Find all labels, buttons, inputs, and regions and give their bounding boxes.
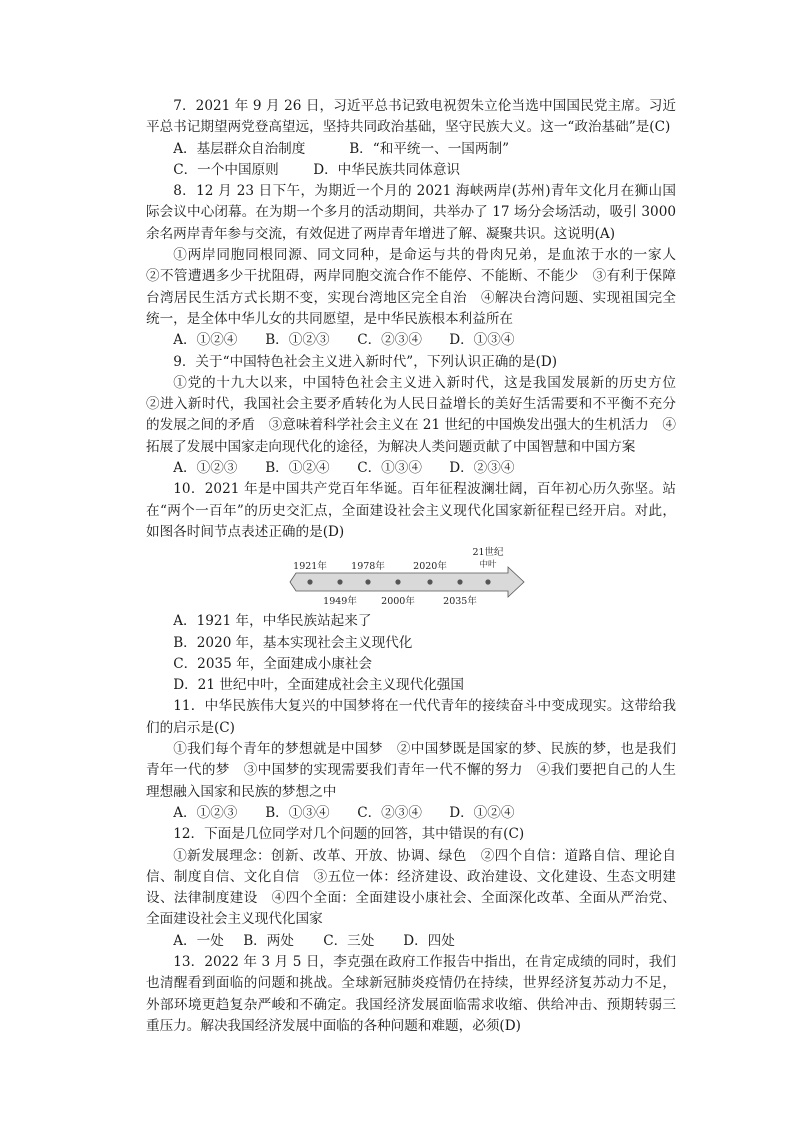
q11-option-b: B．①③④ [265,804,330,821]
q10-option-d: D．21 世纪中叶，全面建成社会主义现代化强国 [173,677,464,694]
q11-option-c: C．②③④ [357,804,422,821]
question-7-stem: 7．2021 年 9 月 26 日，习近平总书记致电祝贺朱立伦当选中国国民党主席。习近平总书记期望两党登高望远，坚持共同政治基础，坚守民族大义。这一“政治基础”是(C) [146,98,676,136]
timeline-label-2035: 2035年 [443,596,477,608]
question-8-stem: 8．12 月 23 日下午，为期近一个月的 2021 海峡两岸(苏州)青年文化月在狮山国际会议中心闭幕。在为期一个多月的活动期间，共举办了 17 场分会场活动，吸引 3000 余名两岸青年参与交流，有效促进了两岸青年增进了解、凝聚共识。这说明(A) [146,183,676,242]
timeline-dot-1978 [365,580,370,585]
timeline-dot-1949 [337,580,342,585]
q10-option-b: B．2020 年，基本实现社会主义现代化 [173,634,413,651]
timeline-dot-mid-century [485,580,490,585]
q9-option-b: B．①②④ [265,460,330,477]
exam-page [146,96,690,1037]
timeline-figure [146,545,676,608]
question-12-options [146,931,676,952]
question-10-stem: 10．2021 年是中国共产党百年华诞。百年征程波澜壮阔，百年初心历久弥坚。站在“两个一百年”的历史交汇点，全面建设社会主义现代化国家新征程已经开启。对此，如图各时间节点表述正确的是(D) [146,481,676,540]
timeline-label-1978: 1978年 [351,561,385,573]
question-12-stem: 12．下面是几位同学对几个问题的回答，其中错误的有(C) [173,826,525,843]
timeline-dot-2035 [457,580,462,585]
question-7-options-cd [146,160,676,181]
question-11-items: ①我们每个青年的梦想就是中国梦 ②中国梦既是国家的梦、民族的梦，也是我们青年一代的梦 ③中国梦的实现需要我们青年一代不懈的努力 ④我们要把自己的人生理想融入国家和民族的梦想之中 [146,741,676,800]
q8-option-a: A．①②④ [173,332,238,349]
timeline-arrow [288,545,528,608]
q12-option-d: D．四处 [403,932,455,949]
timeline-label-21st-century: 21世纪 [472,547,504,559]
q9-option-c: C．①③④ [357,460,422,477]
question-9-items: ①党的十九大以来，中国特色社会主义进入新时代，这是我国发展新的历史方位 ②进入新时代，我国社会主要矛盾转化为人民日益增长的美好生活需要和不平衡不充分的发展之间的矛盾 ③意味着科学社会主义在 21 世纪的中国焕发出强大的生机活力 ④拓展了发展中国家走向现代化的途径，为解决人类问题贡献了中国智慧和中国方案 [146,374,690,455]
q7-option-b: B．“和平统一、一国两制” [349,140,510,157]
q12-option-a: A．一处 [173,932,224,949]
q9-option-a: A．①②③ [173,460,238,477]
timeline-label-2000: 2000年 [381,596,415,608]
q7-option-c: C．一个中国原则 [173,161,279,178]
question-11-options [146,803,676,824]
q8-option-b: B．①②③ [265,332,330,349]
question-8-items: ①两岸同胞同根同源、同文同种，是命运与共的骨肉兄弟，是血浓于水的一家人 ②不管遭遇多少干扰阻碍，两岸同胞交流合作不能停、不能断、不能少 ③有利于保障台湾居民生活方式长期不变，实现台湾地区完全自治 ④解决台湾问题、实现祖国完全统一，是全体中华儿女的共同愿望，是中华民族根本利益所在 [146,247,690,327]
q12-option-c: C．三处 [323,932,375,949]
q10-option-a: A．1921 年，中华民族站起来了 [173,613,372,630]
timeline-dot-2020 [427,580,432,585]
question-7-options-ab [146,139,676,160]
question-8-options [146,330,676,351]
q8-option-c: C．②③④ [357,332,422,349]
q10-option-c: C．2035 年，全面建成小康社会 [173,655,373,672]
question-11-stem: 11．中华民族伟大复兴的中国梦将在一代代青年的接续奋斗中变成现实。这带给我们的启示是(C) [146,698,676,736]
timeline-label-mid: 中叶 [479,560,497,571]
timeline-dot-2000 [395,580,400,585]
q7-option-d: D．中华民族共同体意识 [313,161,461,178]
q12-option-b: B．两处 [243,932,294,949]
question-9-options [146,458,676,479]
q11-option-d: D．①②④ [449,804,515,821]
question-9-stem: 9．关于“中国特色社会主义进入新时代”，下列认识正确的是(D) [173,353,558,370]
q9-option-d: D．②③④ [449,460,515,477]
question-12-items: ①新发展理念：创新、改革、开放、协调、绿色 ②四个自信：道路自信、理论自信、制度自信、文化自信 ③五位一体：经济建设、政治建设、文化建设、生态文明建设、法律制度建设 ④四个全面：全面建设小康社会、全面深化改革、全面从严治党、全面建设社会主义现代化国家 [146,847,676,928]
timeline-label-2020: 2020年 [413,561,447,573]
timeline-label-1921: 1921年 [293,561,327,573]
timeline-label-1949: 1949年 [323,596,357,608]
q11-option-a: A．①②③ [173,804,238,821]
question-13-stem: 13．2022 年 3 月 5 日，李克强在政府工作报告中指出，在肯定成绩的同时，我们也清醒看到面临的问题和挑战。全球新冠肺炎疫情仍在持续，世界经济复苏动力不足，外部环境更趋复杂严峻和不确定。我国经济发展面临需求收缩、供给冲击、预期转弱三重压力。解决我国经济发展中面临的各种问题和难题，必须(D) [146,953,676,1034]
q7-option-a: A．基层群众自治制度 [173,140,306,157]
q8-option-d: D．①③④ [449,332,515,349]
timeline-dot-1921 [307,580,312,585]
